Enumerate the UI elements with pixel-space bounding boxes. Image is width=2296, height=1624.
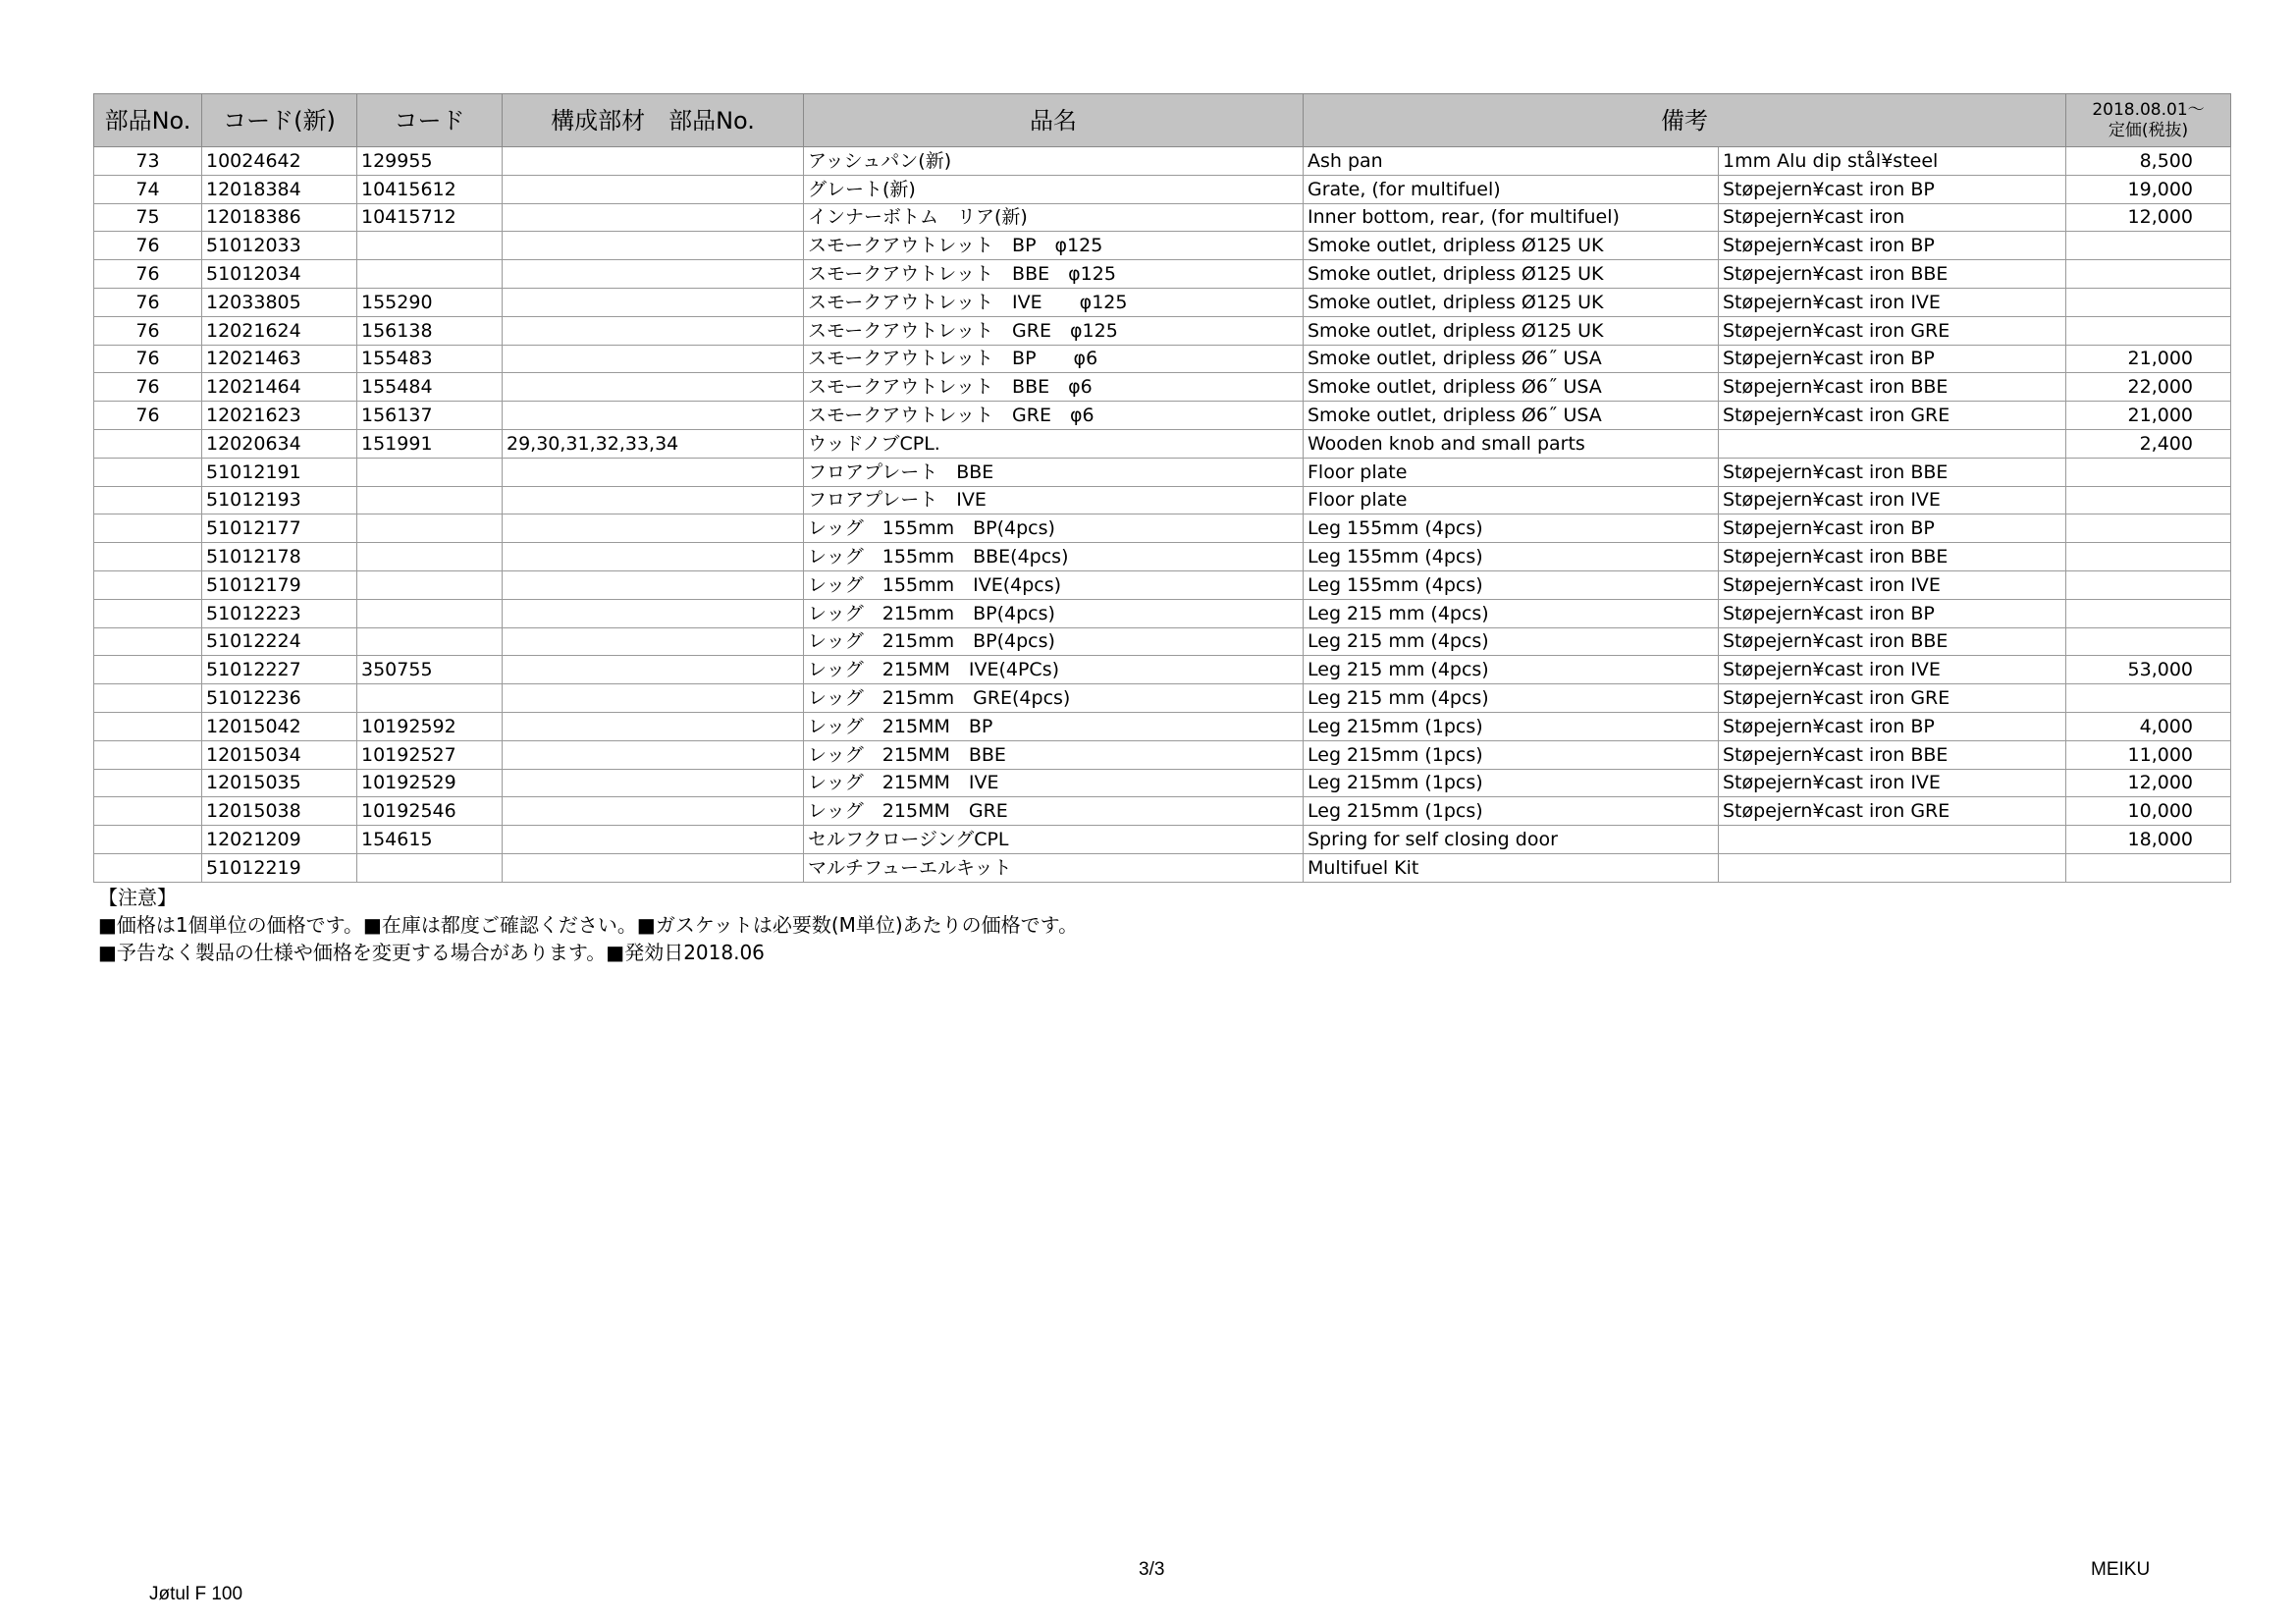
code-cell (357, 570, 503, 599)
component-no-cell (503, 712, 804, 740)
remarks-en-cell: Smoke outlet, dripless Ø6˝ USA (1304, 373, 1719, 402)
part-no-cell: 76 (94, 345, 202, 373)
code-cell: 129955 (357, 147, 503, 176)
code-cell (357, 486, 503, 514)
product-name: Jøtul F 100 (149, 1584, 243, 1604)
remarks-en-cell: Leg 215 mm (4pcs) (1304, 656, 1719, 684)
price-cell (2066, 570, 2231, 599)
remarks-material-cell: Støpejern¥cast iron GRE (1719, 402, 2066, 430)
name-cell: スモークアウトレット BP φ125 (804, 232, 1304, 260)
part-no-cell (94, 599, 202, 627)
name-cell: ウッドノブCPL. (804, 429, 1304, 458)
table-row (94, 402, 2231, 430)
remarks-en-cell: Smoke outlet, dripless Ø6˝ USA (1304, 402, 1719, 430)
remarks-en-cell: Floor plate (1304, 458, 1719, 486)
code-cell: 10192546 (357, 797, 503, 826)
component-no-cell (503, 797, 804, 826)
table-row (94, 316, 2231, 345)
header-price-label: 定価(税抜) (2108, 120, 2189, 140)
name-cell: アッシュパン(新) (804, 147, 1304, 176)
name-cell: フロアプレート BBE (804, 458, 1304, 486)
notes-line: ■価格は1個単位の価格です。■在庫は都度ご確認ください。■ガスケットは必要数(M単位)あたりの価格です。 (98, 913, 1079, 937)
part-no-cell (94, 769, 202, 797)
code-cell (357, 260, 503, 289)
header-component-no: 構成部材 部品No. (503, 94, 804, 147)
name-cell: レッグ 155mm BBE(4pcs) (804, 543, 1304, 571)
component-no-cell (503, 853, 804, 882)
code-new-cell: 12021464 (202, 373, 357, 402)
remarks-material-cell: Støpejern¥cast iron BBE (1719, 260, 2066, 289)
part-no-cell (94, 656, 202, 684)
remarks-en-cell: Leg 215mm (1pcs) (1304, 712, 1719, 740)
remarks-material-cell: Støpejern¥cast iron IVE (1719, 288, 2066, 316)
remarks-material-cell (1719, 429, 2066, 458)
remarks-en-cell: Leg 215 mm (4pcs) (1304, 684, 1719, 713)
part-no-cell: 76 (94, 260, 202, 289)
table-row (94, 769, 2231, 797)
remarks-material-cell: Støpejern¥cast iron BP (1719, 514, 2066, 543)
code-cell (357, 232, 503, 260)
component-no-cell (503, 599, 804, 627)
code-new-cell: 51012236 (202, 684, 357, 713)
component-no-cell: 29,30,31,32,33,34 (503, 429, 804, 458)
table-row (94, 429, 2231, 458)
price-cell: 21,000 (2066, 345, 2231, 373)
component-no-cell (503, 543, 804, 571)
component-no-cell (503, 656, 804, 684)
code-cell: 156138 (357, 316, 503, 345)
remarks-en-cell: Leg 215mm (1pcs) (1304, 797, 1719, 826)
table-row (94, 570, 2231, 599)
code-cell (357, 458, 503, 486)
component-no-cell (503, 514, 804, 543)
remarks-en-cell: Grate, (for multifuel) (1304, 175, 1719, 203)
part-no-cell: 76 (94, 402, 202, 430)
code-new-cell: 51012034 (202, 260, 357, 289)
component-no-cell (503, 232, 804, 260)
price-cell: 19,000 (2066, 175, 2231, 203)
component-no-cell (503, 402, 804, 430)
price-cell: 18,000 (2066, 826, 2231, 854)
header-code: コード (357, 94, 503, 147)
remarks-en-cell: Smoke outlet, dripless Ø125 UK (1304, 232, 1719, 260)
code-cell: 350755 (357, 656, 503, 684)
code-cell: 155483 (357, 345, 503, 373)
component-no-cell (503, 288, 804, 316)
table-row (94, 740, 2231, 769)
price-cell: 11,000 (2066, 740, 2231, 769)
code-cell (357, 514, 503, 543)
component-no-cell (503, 570, 804, 599)
component-no-cell (503, 684, 804, 713)
price-cell (2066, 288, 2231, 316)
table-row (94, 288, 2231, 316)
code-new-cell: 12033805 (202, 288, 357, 316)
page-number: 3/3 (1139, 1559, 1165, 1580)
code-new-cell: 12018384 (202, 175, 357, 203)
table-row (94, 656, 2231, 684)
code-cell: 154615 (357, 826, 503, 854)
code-new-cell: 12021623 (202, 402, 357, 430)
table-row (94, 373, 2231, 402)
name-cell: レッグ 155mm BP(4pcs) (804, 514, 1304, 543)
name-cell: スモークアウトレット GRE φ6 (804, 402, 1304, 430)
remarks-material-cell (1719, 853, 2066, 882)
table-row (94, 175, 2231, 203)
name-cell: マルチフューエルキット (804, 853, 1304, 882)
part-no-cell: 76 (94, 288, 202, 316)
price-cell (2066, 232, 2231, 260)
header-remarks: 備考 (1304, 94, 2066, 147)
header-price-date: 2018.08.01～ (2092, 99, 2205, 120)
remarks-en-cell: Multifuel Kit (1304, 853, 1719, 882)
table-row (94, 203, 2231, 232)
code-new-cell: 12021463 (202, 345, 357, 373)
price-cell (2066, 543, 2231, 571)
part-no-cell (94, 570, 202, 599)
table-row (94, 345, 2231, 373)
code-new-cell: 12015042 (202, 712, 357, 740)
table-row (94, 232, 2231, 260)
part-no-cell (94, 684, 202, 713)
part-no-cell (94, 627, 202, 656)
part-no-cell (94, 514, 202, 543)
component-no-cell (503, 147, 804, 176)
company-name: MEIKU (2091, 1559, 2151, 1580)
code-cell: 151991 (357, 429, 503, 458)
header-name: 品名 (804, 94, 1304, 147)
remarks-material-cell: Støpejern¥cast iron GRE (1719, 316, 2066, 345)
component-no-cell (503, 769, 804, 797)
part-no-cell: 76 (94, 232, 202, 260)
table-header-row (94, 94, 2231, 147)
remarks-material-cell: Støpejern¥cast iron IVE (1719, 486, 2066, 514)
name-cell: レッグ 215MM BP (804, 712, 1304, 740)
part-no-cell (94, 740, 202, 769)
component-no-cell (503, 373, 804, 402)
component-no-cell (503, 486, 804, 514)
code-cell (357, 853, 503, 882)
table-row (94, 486, 2231, 514)
remarks-material-cell (1719, 826, 2066, 854)
code-cell (357, 599, 503, 627)
table-row (94, 458, 2231, 486)
price-cell (2066, 627, 2231, 656)
code-new-cell: 51012219 (202, 853, 357, 882)
parts-price-table (93, 93, 2231, 883)
component-no-cell (503, 345, 804, 373)
remarks-material-cell: Støpejern¥cast iron IVE (1719, 656, 2066, 684)
remarks-material-cell: Støpejern¥cast iron BP (1719, 232, 2066, 260)
price-cell: 53,000 (2066, 656, 2231, 684)
part-no-cell (94, 797, 202, 826)
price-cell: 4,000 (2066, 712, 2231, 740)
remarks-en-cell: Spring for self closing door (1304, 826, 1719, 854)
remarks-en-cell: Ash pan (1304, 147, 1719, 176)
price-cell: 10,000 (2066, 797, 2231, 826)
component-no-cell (503, 458, 804, 486)
component-no-cell (503, 175, 804, 203)
header-price (2066, 94, 2231, 147)
table-row (94, 712, 2231, 740)
code-new-cell: 12015035 (202, 769, 357, 797)
component-no-cell (503, 826, 804, 854)
price-cell: 8,500 (2066, 147, 2231, 176)
notes-heading: 【注意】 (98, 886, 177, 909)
name-cell: レッグ 215MM BBE (804, 740, 1304, 769)
remarks-en-cell: Smoke outlet, dripless Ø6˝ USA (1304, 345, 1719, 373)
code-cell: 10192592 (357, 712, 503, 740)
part-no-cell (94, 543, 202, 571)
code-new-cell: 51012224 (202, 627, 357, 656)
code-cell (357, 684, 503, 713)
part-no-cell (94, 712, 202, 740)
remarks-en-cell: Wooden knob and small parts (1304, 429, 1719, 458)
remarks-material-cell: Støpejern¥cast iron BP (1719, 599, 2066, 627)
code-new-cell: 12018386 (202, 203, 357, 232)
code-new-cell: 51012193 (202, 486, 357, 514)
name-cell: スモークアウトレット BBE φ125 (804, 260, 1304, 289)
component-no-cell (503, 740, 804, 769)
table-row (94, 599, 2231, 627)
name-cell: レッグ 215mm BP(4pcs) (804, 599, 1304, 627)
remarks-material-cell: Støpejern¥cast iron BBE (1719, 543, 2066, 571)
remarks-en-cell: Inner bottom, rear, (for multifuel) (1304, 203, 1719, 232)
table-row (94, 543, 2231, 571)
code-cell: 156137 (357, 402, 503, 430)
price-cell (2066, 599, 2231, 627)
table-row (94, 853, 2231, 882)
remarks-material-cell: Støpejern¥cast iron BP (1719, 712, 2066, 740)
notes-section (98, 884, 1078, 966)
header-code-new: コード(新) (202, 94, 357, 147)
name-cell: インナーボトム リア(新) (804, 203, 1304, 232)
remarks-material-cell: Støpejern¥cast iron BBE (1719, 740, 2066, 769)
remarks-en-cell: Leg 215mm (1pcs) (1304, 740, 1719, 769)
code-new-cell: 51012177 (202, 514, 357, 543)
remarks-en-cell: Smoke outlet, dripless Ø125 UK (1304, 316, 1719, 345)
price-cell: 12,000 (2066, 203, 2231, 232)
price-cell (2066, 853, 2231, 882)
code-new-cell: 12020634 (202, 429, 357, 458)
part-no-cell (94, 826, 202, 854)
table-row (94, 797, 2231, 826)
part-no-cell (94, 458, 202, 486)
remarks-material-cell: Støpejern¥cast iron BBE (1719, 627, 2066, 656)
code-cell: 10192527 (357, 740, 503, 769)
notes-line: ■予告なく製品の仕様や価格を変更する場合があります。■発効日2018.06 (98, 941, 765, 964)
code-new-cell: 51012178 (202, 543, 357, 571)
table-row (94, 147, 2231, 176)
name-cell: レッグ 215MM IVE(4PCs) (804, 656, 1304, 684)
name-cell: フロアプレート IVE (804, 486, 1304, 514)
name-cell: スモークアウトレット BP φ6 (804, 345, 1304, 373)
name-cell: レッグ 215mm GRE(4pcs) (804, 684, 1304, 713)
code-new-cell: 12015038 (202, 797, 357, 826)
price-cell: 2,400 (2066, 429, 2231, 458)
code-new-cell: 51012033 (202, 232, 357, 260)
part-no-cell (94, 853, 202, 882)
part-no-cell: 76 (94, 373, 202, 402)
remarks-en-cell: Leg 215 mm (4pcs) (1304, 599, 1719, 627)
table-row (94, 514, 2231, 543)
price-cell: 21,000 (2066, 402, 2231, 430)
remarks-material-cell: Støpejern¥cast iron GRE (1719, 797, 2066, 826)
table-row (94, 260, 2231, 289)
code-cell (357, 543, 503, 571)
name-cell: セルフクロージングCPL (804, 826, 1304, 854)
code-new-cell: 51012191 (202, 458, 357, 486)
price-cell (2066, 458, 2231, 486)
name-cell: スモークアウトレット IVE φ125 (804, 288, 1304, 316)
code-new-cell: 51012227 (202, 656, 357, 684)
name-cell: レッグ 215MM IVE (804, 769, 1304, 797)
remarks-material-cell: Støpejern¥cast iron IVE (1719, 570, 2066, 599)
part-no-cell (94, 486, 202, 514)
remarks-en-cell: Leg 155mm (4pcs) (1304, 514, 1719, 543)
component-no-cell (503, 316, 804, 345)
price-cell: 22,000 (2066, 373, 2231, 402)
name-cell: スモークアウトレット GRE φ125 (804, 316, 1304, 345)
name-cell: レッグ 215mm BP(4pcs) (804, 627, 1304, 656)
code-cell (357, 627, 503, 656)
remarks-en-cell: Leg 215 mm (4pcs) (1304, 627, 1719, 656)
remarks-en-cell: Leg 215mm (1pcs) (1304, 769, 1719, 797)
component-no-cell (503, 260, 804, 289)
price-cell (2066, 260, 2231, 289)
remarks-en-cell: Leg 155mm (4pcs) (1304, 543, 1719, 571)
part-no-cell: 75 (94, 203, 202, 232)
remarks-material-cell: Støpejern¥cast iron BBE (1719, 373, 2066, 402)
remarks-en-cell: Smoke outlet, dripless Ø125 UK (1304, 288, 1719, 316)
price-cell (2066, 316, 2231, 345)
part-no-cell: 73 (94, 147, 202, 176)
part-no-cell: 76 (94, 316, 202, 345)
name-cell: レッグ 215MM GRE (804, 797, 1304, 826)
remarks-material-cell: Støpejern¥cast iron GRE (1719, 684, 2066, 713)
price-cell (2066, 486, 2231, 514)
code-cell: 10415612 (357, 175, 503, 203)
code-new-cell: 51012223 (202, 599, 357, 627)
remarks-material-cell: 1mm Alu dip stål¥steel (1719, 147, 2066, 176)
code-new-cell: 10024642 (202, 147, 357, 176)
remarks-material-cell: Støpejern¥cast iron BP (1719, 175, 2066, 203)
code-new-cell: 12015034 (202, 740, 357, 769)
remarks-material-cell: Støpejern¥cast iron IVE (1719, 769, 2066, 797)
table-row (94, 826, 2231, 854)
code-cell: 155290 (357, 288, 503, 316)
component-no-cell (503, 203, 804, 232)
part-no-cell (94, 429, 202, 458)
code-new-cell: 12021209 (202, 826, 357, 854)
remarks-en-cell: Leg 155mm (4pcs) (1304, 570, 1719, 599)
remarks-en-cell: Floor plate (1304, 486, 1719, 514)
price-cell: 12,000 (2066, 769, 2231, 797)
part-no-cell: 74 (94, 175, 202, 203)
table-row (94, 684, 2231, 713)
name-cell: グレート(新) (804, 175, 1304, 203)
code-new-cell: 12021624 (202, 316, 357, 345)
code-cell: 10192529 (357, 769, 503, 797)
component-no-cell (503, 627, 804, 656)
code-cell: 155484 (357, 373, 503, 402)
name-cell: スモークアウトレット BBE φ6 (804, 373, 1304, 402)
header-part-no: 部品No. (94, 94, 202, 147)
code-cell: 10415712 (357, 203, 503, 232)
remarks-material-cell: Støpejern¥cast iron (1719, 203, 2066, 232)
remarks-en-cell: Smoke outlet, dripless Ø125 UK (1304, 260, 1719, 289)
remarks-material-cell: Støpejern¥cast iron BBE (1719, 458, 2066, 486)
price-cell (2066, 684, 2231, 713)
code-new-cell: 51012179 (202, 570, 357, 599)
price-cell (2066, 514, 2231, 543)
name-cell: レッグ 155mm IVE(4pcs) (804, 570, 1304, 599)
table-row (94, 627, 2231, 656)
table-body (94, 147, 2231, 883)
remarks-material-cell: Støpejern¥cast iron BP (1719, 345, 2066, 373)
